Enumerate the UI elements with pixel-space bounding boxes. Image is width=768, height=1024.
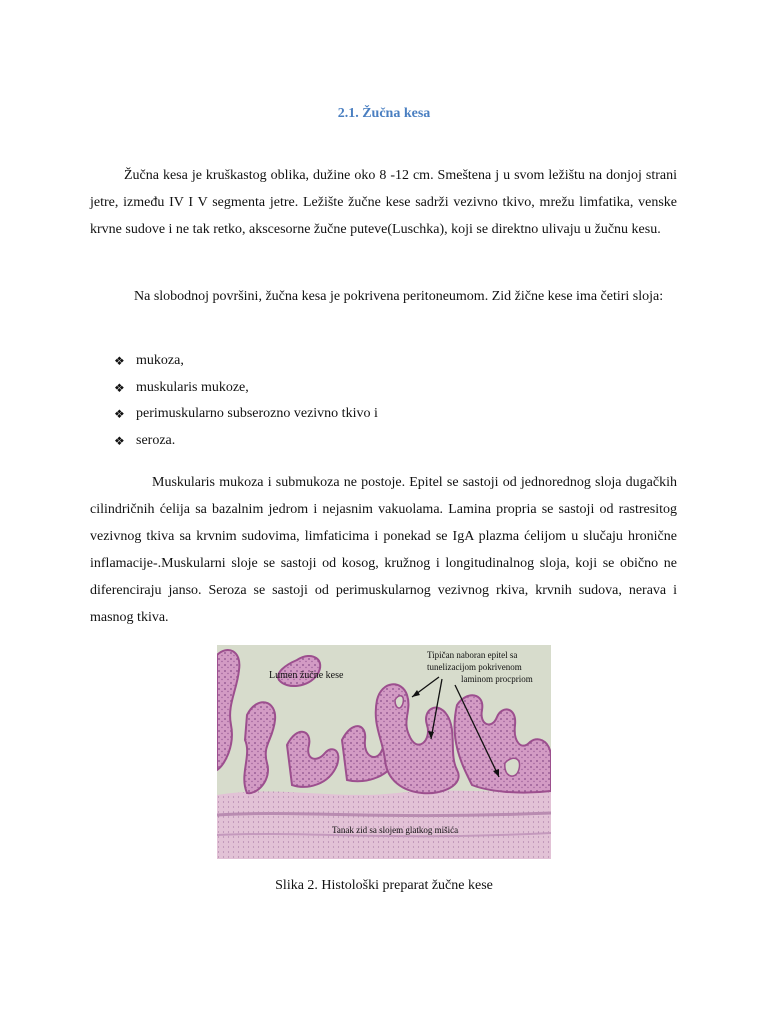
diamond-bullet-icon: ❖ (114, 380, 125, 395)
list-item-text: seroza. (136, 432, 176, 448)
diamond-bullet-icon: ❖ (114, 354, 125, 368)
list-item (114, 348, 378, 375)
list-item (114, 375, 378, 402)
label-epitel-line-2: tunelizacijom pokrivenom (427, 662, 522, 672)
paragraph-histology: Muskularis mukoza i submukoza ne postoje. Epitel se sastoji od jednorednog sloja dugačkih cilindričnih ćelija sa bazalnim jedrom i nejasnim vakuolama. Lamina propria se sastoji od rastresitog vezivnog tkiva sa krvnim sudovima, limfaticima i ponekad se IgA plazma ćelijom u slučaju hronične inflamacije-.Muskularni sloje se sastoji od kosog, kružnog i longitudinalnog sloja, koji se obično ne diferenciraju janso. Seroza se sastoji od perimuskularnog vezivnog rkiva, krvnih sudova, nerava i masnog tkiva. (90, 475, 677, 625)
list-item-text: muskularis mukoze, (136, 379, 249, 395)
list-item (114, 428, 378, 455)
label-epitel-line-1: Tipičan naboran epitel sa (427, 650, 518, 660)
paragraph-intro: Žučna kesa je kruškastog oblika, dužine oko 8 -12 cm. Smeštena j u svom ležištu na donjoj strani jetre, između IV I V segmenta jetre. Ležište žučne kese sadrži vezivno tkivo, mrežu limfatika, venske krvne sudove i ne tak retko, akscesorne žučne puteve(Luschka), koji se direktno ulivaju u žučnu kesu. (90, 168, 677, 237)
label-lumen: Lumen žučne kese (269, 670, 344, 681)
figure-caption: Slika 2. Histološki preparat žučne kese (275, 878, 493, 893)
list-item-text: mukoza, (136, 353, 184, 368)
histology-image (217, 645, 551, 859)
list-item (114, 401, 378, 428)
list-item-text: perimuskularno subserozno vezivno tkivo i (136, 406, 378, 421)
diamond-bullet-icon: ❖ (114, 407, 125, 421)
layers-list (114, 348, 378, 454)
paragraph-layers-intro: Na slobodnoj površini, žučna kesa je pokrivena peritoneumom. Zid žične kese ima četiri sloja: (134, 289, 664, 304)
histology-illustration (217, 645, 551, 859)
label-epitel-line-3: laminom procpriom (461, 674, 533, 684)
section-heading: 2.1. Žučna kesa (337, 106, 431, 121)
label-wall: Tanak zid sa slojem glatkog mišića (332, 825, 459, 835)
diamond-bullet-icon: ❖ (114, 433, 125, 448)
